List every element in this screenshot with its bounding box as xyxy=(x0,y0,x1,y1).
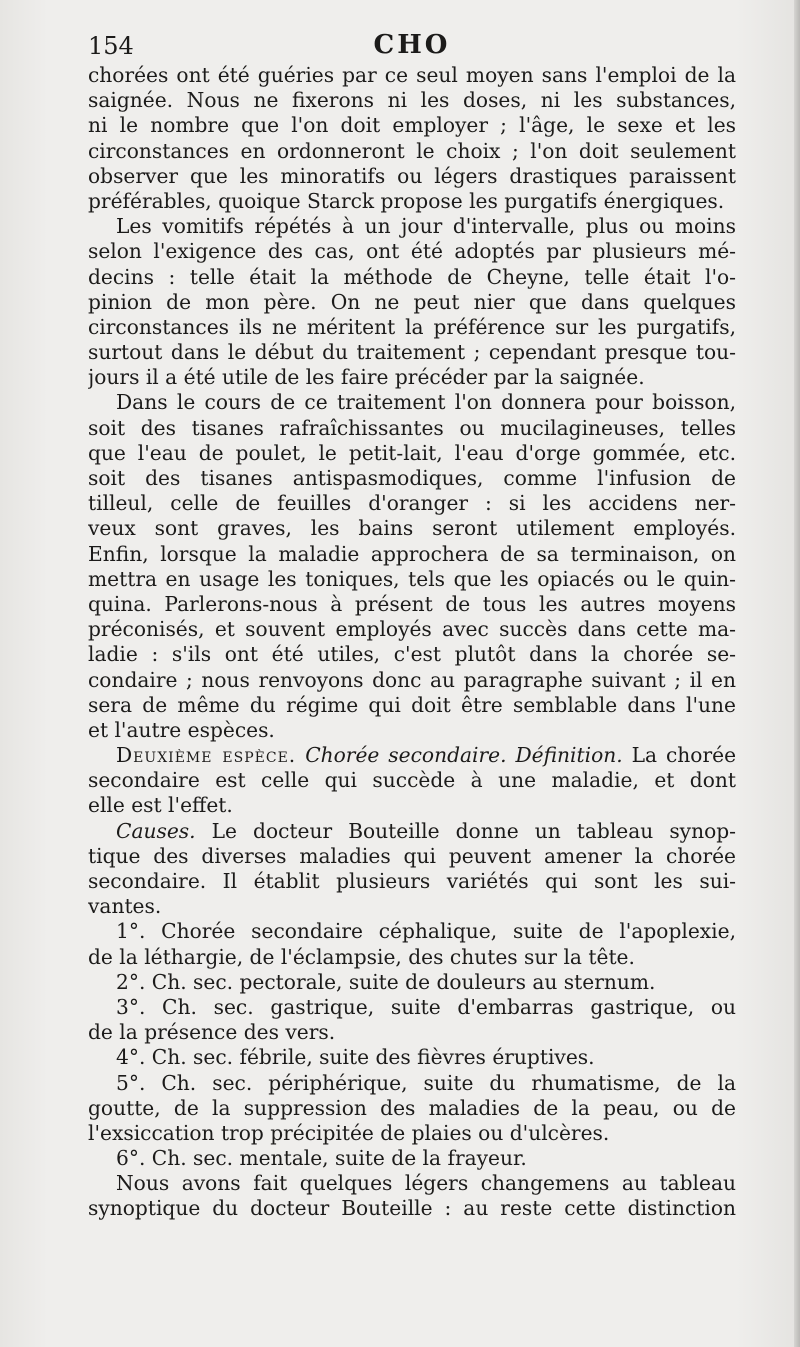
text-line xyxy=(88,693,736,718)
text-line xyxy=(88,1096,736,1121)
text-line xyxy=(88,894,736,919)
text-line xyxy=(88,819,736,844)
text-run: observer que les minoratifs ou légers drastiques paraissent xyxy=(88,163,736,188)
page-edge-shadow xyxy=(794,0,800,1347)
text-line xyxy=(88,1196,736,1221)
text-line xyxy=(88,592,736,617)
body-text xyxy=(88,63,736,1222)
text-line xyxy=(88,340,736,365)
text-line xyxy=(88,970,736,995)
text-line xyxy=(88,265,736,290)
text-line xyxy=(88,718,736,743)
text-line xyxy=(88,63,736,88)
running-head xyxy=(88,30,736,64)
italic-text: Causes. xyxy=(116,818,196,843)
text-line xyxy=(88,1020,736,1045)
text-run: ladie : s'ils ont été utiles, c'est plutôt dans la chorée se- xyxy=(88,642,736,667)
text-run: et l'autre espèces. xyxy=(88,717,275,742)
text-run: 6°. Ch. sec. mentale, suite de la frayeur. xyxy=(116,1146,527,1171)
text-run: soit des tisanes rafraîchissantes ou mucilagineuses, telles xyxy=(88,415,736,440)
text-line xyxy=(88,793,736,818)
text-run: 3°. Ch. sec. gastrique, suite d'embarras gastrique, ou xyxy=(116,994,736,1019)
page-number: 154 xyxy=(88,32,134,60)
text-run: vantes. xyxy=(88,894,162,919)
text-run: circonstances en ordonneront le choix ; l'on doit seulement xyxy=(88,138,736,163)
text-run xyxy=(296,743,305,767)
text-line xyxy=(88,139,736,164)
italic-text: Chorée secondaire. Définition. xyxy=(305,743,623,768)
section-title: CHO xyxy=(373,30,451,60)
text-line xyxy=(88,88,736,113)
text-run: préférables, quoique Starck propose les purgatifs énergiques. xyxy=(88,188,725,213)
text-line xyxy=(88,668,736,693)
text-line xyxy=(88,365,736,390)
text-run: saignée. Nous ne fixerons ni les doses, ni les substances, xyxy=(88,88,736,113)
text-run: synoptique du docteur Bouteille : au reste cette distinction xyxy=(88,1196,736,1221)
text-line xyxy=(88,995,736,1020)
text-run: jours il a été utile de les faire précéder par la saignée. xyxy=(88,365,645,390)
text-run: Dans le cours de ce traitement l'on donnera pour boisson, xyxy=(116,390,736,415)
text-line xyxy=(88,315,736,340)
text-run: ni le nombre que l'on doit employer ; l'âge, le sexe et les xyxy=(88,113,736,138)
text-run: de la léthargie, de l'éclampsie, des chutes sur la tête. xyxy=(88,944,635,969)
text-run: tilleul, celle de feuilles d'oranger : si les accidens ner- xyxy=(88,491,736,516)
text-run: 2°. Ch. sec. pectorale, suite de douleurs au sternum. xyxy=(116,969,656,994)
text-line xyxy=(88,743,736,768)
text-line xyxy=(88,919,736,944)
text-run: tique des diverses maladies qui peuvent amener la chorée xyxy=(88,843,736,868)
text-line xyxy=(88,945,736,970)
text-line xyxy=(88,617,736,642)
text-run: Les vomitifs répétés à un jour d'intervalle, plus ou moins xyxy=(116,214,736,239)
text-run: condaire ; nous renvoyons donc au paragraphe suivant ; il en xyxy=(88,667,736,692)
text-run: chorées ont été guéries par ce seul moyen sans l'emploi de la xyxy=(88,63,736,87)
text-line xyxy=(88,1121,736,1146)
text-line xyxy=(88,1146,736,1171)
text-run: surtout dans le début du traitement ; cependant presque tou- xyxy=(88,340,736,365)
text-line xyxy=(88,113,736,138)
text-line xyxy=(88,189,736,214)
text-run: veux sont graves, les bains seront utilement employés. xyxy=(88,516,736,541)
text-line xyxy=(88,214,736,239)
text-run: 4°. Ch. sec. fébrile, suite des fièvres éruptives. xyxy=(116,1045,595,1070)
text-line xyxy=(88,844,736,869)
text-line xyxy=(88,416,736,441)
text-run: selon l'exigence des cas, ont été adoptés par plusieurs mé- xyxy=(88,239,736,264)
text-run: Enfin, lorsque la maladie approchera de sa terminaison, on xyxy=(88,541,736,566)
text-line xyxy=(88,441,736,466)
text-run: sera de même du régime qui doit être semblable dans l'une xyxy=(88,692,736,717)
text-run: mettra en usage les toniques, tels que les opiacés ou le quin- xyxy=(88,566,736,591)
text-run: goutte, de la suppression des maladies de la peau, ou de xyxy=(88,1095,736,1120)
text-run: decins : telle était la méthode de Cheyne, telle était l'o- xyxy=(88,264,736,289)
text-line xyxy=(88,1171,736,1196)
small-caps-heading: Deuxième espèce. xyxy=(116,743,297,768)
text-run: Nous avons fait quelques légers changemens au tableau xyxy=(116,1171,736,1196)
text-run: soit des tisanes antispasmodiques, comme l'infusion de xyxy=(88,466,736,490)
text-run: elle est l'effet. xyxy=(88,793,233,818)
text-line xyxy=(88,516,736,541)
text-run: secondaire est celle qui succède à une maladie, et dont xyxy=(88,768,736,793)
text-line xyxy=(88,239,736,264)
text-line xyxy=(88,1071,736,1096)
text-run: préconisés, et souvent employés avec succès dans cette ma- xyxy=(88,617,736,642)
text-line xyxy=(88,869,736,894)
text-run: pinion de mon père. On ne peut nier que dans quelques xyxy=(88,289,736,314)
text-line xyxy=(88,567,736,592)
text-run: Le docteur Bouteille donne un tableau synop- xyxy=(195,818,736,843)
text-run: de la présence des vers. xyxy=(88,1020,336,1045)
text-line xyxy=(88,290,736,315)
text-run: que l'eau de poulet, le petit-lait, l'eau d'orge gommée, etc. xyxy=(88,440,736,465)
text-line xyxy=(88,390,736,415)
text-line xyxy=(88,768,736,793)
text-run: circonstances ils ne méritent la préférence sur les purgatifs, xyxy=(88,314,736,339)
text-line xyxy=(88,542,736,567)
text-run: 1°. Chorée secondaire céphalique, suite de l'apoplexie, xyxy=(116,919,736,944)
text-run: secondaire. Il établit plusieurs variétés qui sont les sui- xyxy=(88,869,736,893)
text-run: quina. Parlerons-nous à présent de tous les autres moyens xyxy=(88,591,736,616)
text-line xyxy=(88,642,736,667)
text-line xyxy=(88,466,736,491)
text-run: 5°. Ch. sec. périphérique, suite du rhumatisme, de la xyxy=(116,1070,736,1095)
text-line xyxy=(88,1045,736,1070)
text-run: La chorée xyxy=(622,743,736,768)
text-run: l'exsiccation trop précipitée de plaies ou d'ulcères. xyxy=(88,1120,610,1145)
text-line xyxy=(88,164,736,189)
text-line xyxy=(88,491,736,516)
